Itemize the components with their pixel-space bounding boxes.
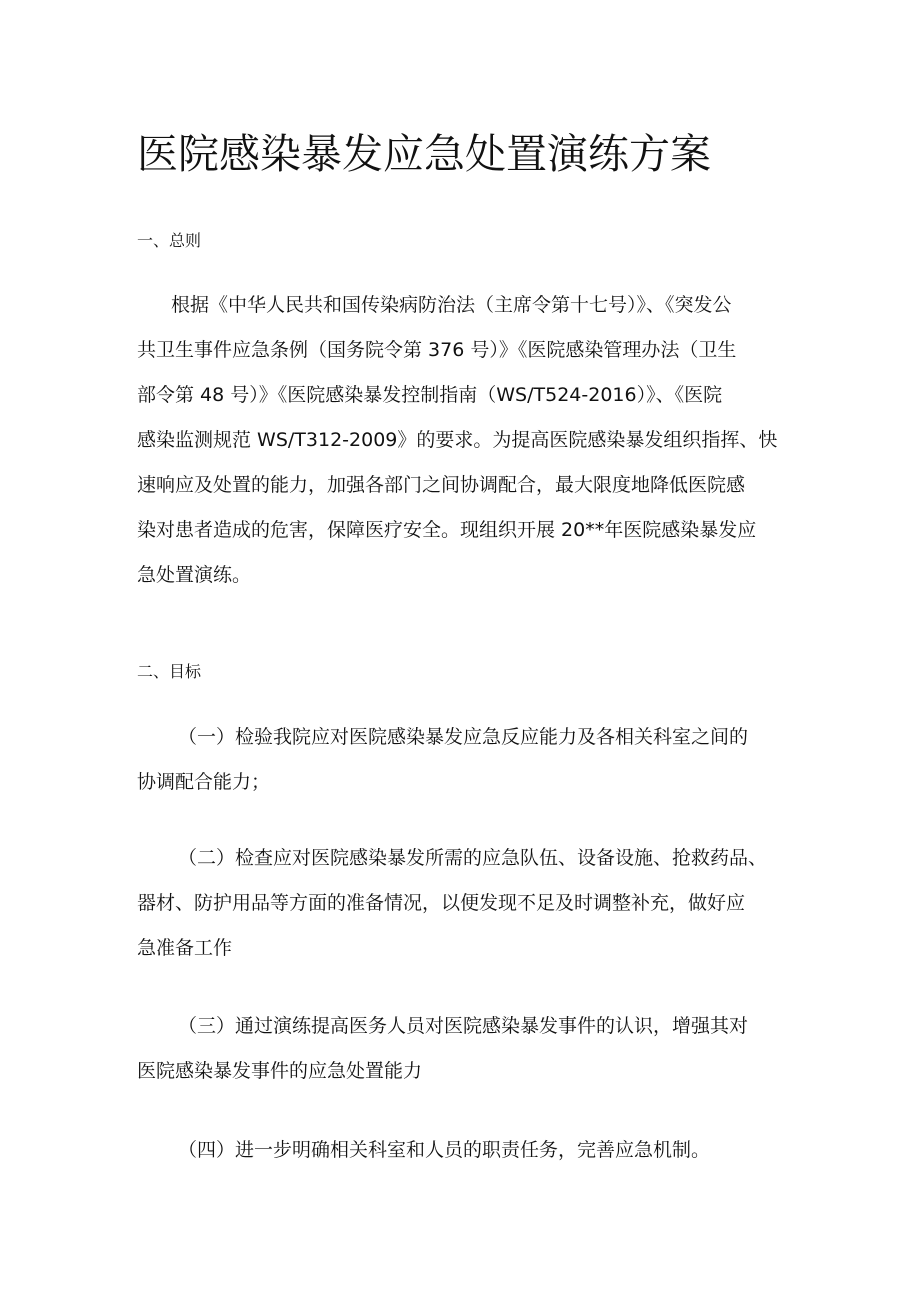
objective-item-2 <box>137 836 792 971</box>
paragraph-line: 共卫生事件应急条例（国务院令第 376 号）》《医院感染管理办法（卫生 <box>137 339 737 361</box>
objective-item-1 <box>137 715 792 805</box>
document-title: 医院感染暴发应急处置演练方案 <box>137 130 711 178</box>
paragraph-line: 根据《中华人民共和国传染病防治法（主席令第十七号）》、《突发公 <box>171 294 732 316</box>
paragraph-line: （四）进一步明确相关科室和人员的职责任务，完善应急机制。 <box>178 1139 711 1161</box>
paragraph-line: （二）检查应对医院感染暴发所需的应急队伍、设备设施、抢救药品、 <box>178 847 768 869</box>
paragraph-line: 急处置演练。 <box>137 564 252 586</box>
paragraph-line: 医院感染暴发事件的应急处置能力 <box>137 1060 423 1082</box>
objective-item-3 <box>137 1004 792 1094</box>
paragraph-line: （一）检验我院应对医院感染暴发应急反应能力及各相关科室之间的 <box>178 726 749 748</box>
paragraph-line: 部令第 48 号）》《医院感染暴发控制指南（WS/T524-2016）》、《医院 <box>137 384 723 406</box>
paragraph-line: 染对患者造成的危害，保障医疗安全。现组织开展 20**年医院感染暴发应 <box>137 519 757 541</box>
section-heading-objectives: 二、目标 <box>137 662 202 681</box>
paragraph-line: 感染监测规范 WS/T312-2009》的要求。为提高医院感染暴发组织指挥、快 <box>137 429 778 451</box>
section-heading-general: 一、总则 <box>137 231 202 250</box>
paragraph-line: 协调配合能力； <box>137 771 271 793</box>
paragraph-line: 器材、防护用品等方面的准备情况，以便发现不足及时调整补充，做好应 <box>137 892 746 914</box>
paragraph-line: （三）通过演练提高医务人员对医院感染暴发事件的认识，增强其对 <box>178 1015 749 1037</box>
paragraph-general-basis <box>137 283 792 598</box>
objective-item-4 <box>137 1128 792 1173</box>
paragraph-line: 速响应及处置的能力，加强各部门之间协调配合，最大限度地降低医院感 <box>137 474 746 496</box>
paragraph-line: 急准备工作 <box>137 937 233 959</box>
